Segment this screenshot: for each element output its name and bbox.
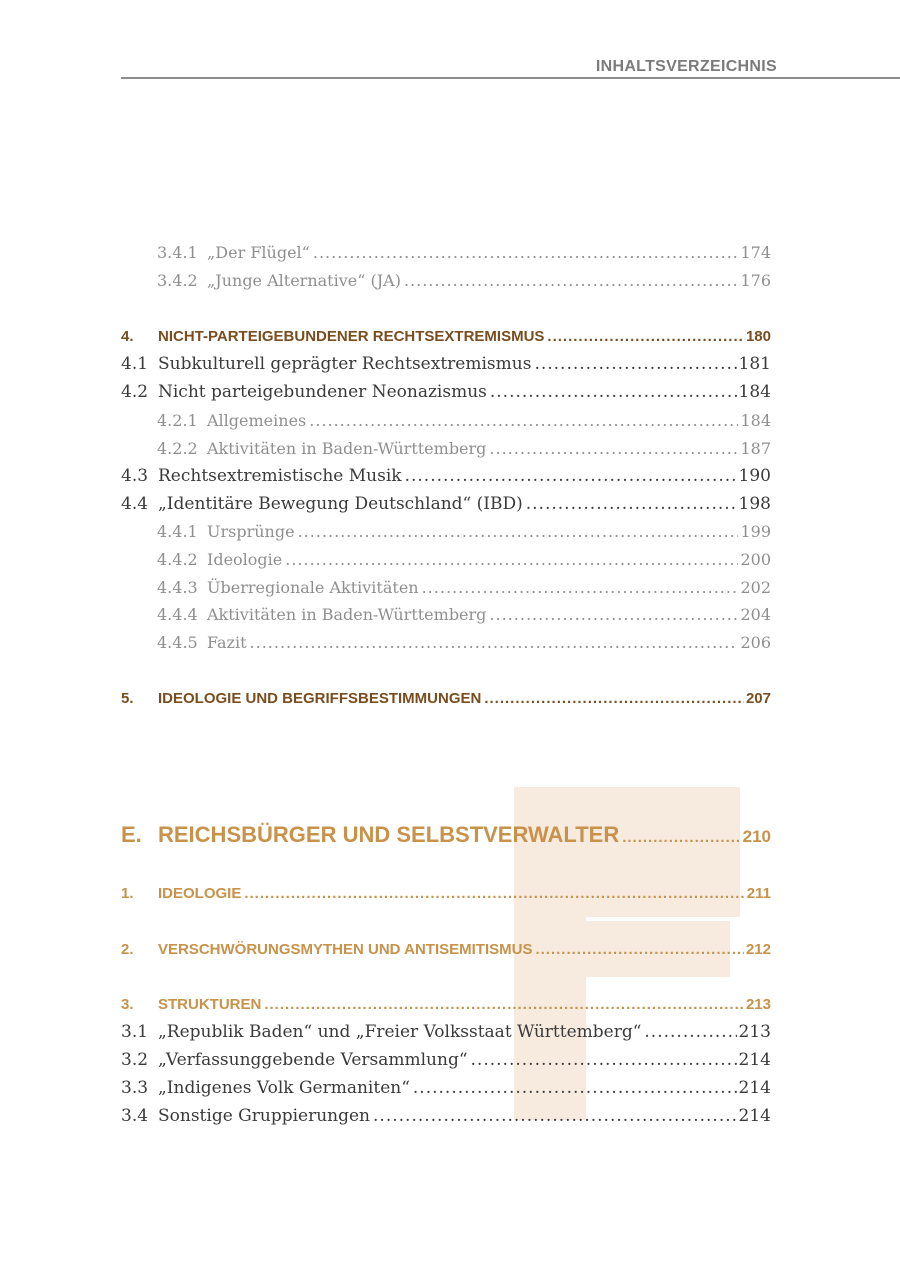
toc-entry-4-4[interactable]	[121, 494, 771, 514]
toc-title: Aktivitäten in Baden-Württemberg	[207, 439, 487, 458]
toc-title: Überregionale Aktivitäten	[207, 578, 419, 597]
toc-page: 214	[738, 1106, 771, 1126]
toc-page: 184	[740, 411, 771, 430]
toc-leader	[405, 466, 737, 486]
toc-leader	[535, 941, 744, 958]
toc-number: 3.4.1	[157, 243, 198, 262]
toc-number: 3.2	[121, 1050, 149, 1070]
toc-page: 211	[746, 885, 771, 902]
toc-leader	[534, 354, 736, 374]
toc-leader	[313, 243, 739, 262]
toc-entry-e-1[interactable]	[121, 885, 771, 902]
toc-page: 213	[745, 996, 771, 1013]
toc-number: 4.4.1	[157, 522, 198, 541]
toc-page: 210	[742, 827, 771, 846]
page-header-label: INHALTSVERZEICHNIS	[595, 58, 777, 75]
toc-number: 1.	[121, 885, 134, 902]
toc-leader	[484, 690, 744, 707]
toc-number: 3.1	[121, 1022, 149, 1042]
toc-number: E.	[121, 822, 142, 847]
toc-entry-4[interactable]	[121, 328, 771, 345]
toc-leader	[250, 633, 739, 652]
toc-title: „Identitäre Bewegung Deutschland“ (IBD)	[158, 494, 523, 514]
toc-page: 184	[738, 382, 771, 402]
toc-number: 3.	[121, 996, 134, 1013]
toc-leader	[285, 550, 738, 569]
toc-entry-e-3-4[interactable]	[121, 1106, 771, 1126]
toc-number: 5.	[121, 690, 134, 707]
toc-page: 207	[745, 690, 771, 707]
toc-title: Ursprünge	[207, 522, 295, 541]
toc-title: Rechtsextremistische Musik	[158, 466, 402, 486]
toc-number: 3.4.2	[157, 271, 198, 290]
toc-page: 200	[740, 550, 771, 569]
toc-entry-3-4-2[interactable]	[121, 271, 771, 290]
toc-entry-4-3[interactable]	[121, 466, 771, 486]
toc-page: 199	[740, 522, 771, 541]
toc-page: 181	[738, 354, 771, 374]
toc-chapter-e[interactable]	[121, 822, 771, 848]
toc-leader	[489, 439, 738, 458]
toc-entry-3-4-1[interactable]	[121, 243, 771, 262]
toc-title: „Indigenes Volk Germaniten“	[158, 1078, 410, 1098]
toc-entry-4-4-4[interactable]	[121, 605, 771, 624]
toc-page: 212	[745, 941, 771, 958]
toc-number: 4.	[121, 328, 134, 345]
toc-page: 180	[745, 328, 771, 345]
toc-leader	[413, 1078, 737, 1098]
toc-leader	[526, 494, 737, 514]
header-rule	[121, 77, 900, 79]
toc-title: Nicht parteigebundener Neonazismus	[158, 382, 487, 402]
toc-title: Sonstige Gruppierungen	[158, 1106, 371, 1126]
toc-number: 3.4	[121, 1106, 149, 1126]
toc-entry-5[interactable]	[121, 690, 771, 707]
toc-number: 4.4.2	[157, 550, 198, 569]
toc-leader	[489, 605, 738, 624]
toc-title: Aktivitäten in Baden-Württemberg	[207, 605, 487, 624]
toc-number: 2.	[121, 941, 134, 958]
toc-number: 4.2.1	[157, 411, 198, 430]
toc-entry-4-4-3[interactable]	[121, 578, 771, 597]
toc-title: Subkulturell geprägter Rechtsextremismus	[158, 354, 532, 374]
toc-entry-e-2[interactable]	[121, 941, 771, 958]
toc-page: 176	[740, 271, 771, 290]
toc-page: 206	[740, 633, 771, 652]
toc-leader	[644, 1022, 736, 1042]
toc-leader	[471, 1050, 737, 1070]
toc-title: VERSCHWÖRUNGSMYTHEN UND ANTISEMITISMUS	[158, 941, 533, 958]
toc-entry-e-3-2[interactable]	[121, 1050, 771, 1070]
toc-title: Fazit	[207, 633, 247, 652]
toc-title: REICHSBÜRGER UND SELBSTVERWALTER	[158, 822, 620, 847]
toc-leader	[622, 829, 740, 846]
toc-number: 4.4	[121, 494, 149, 514]
toc-page: 187	[740, 439, 771, 458]
toc-entry-e-3[interactable]	[121, 996, 771, 1013]
toc-title: „Republik Baden“ und „Freier Volksstaat Württemberg“	[158, 1022, 642, 1042]
toc-number: 4.2	[121, 382, 149, 402]
toc-number: 4.2.2	[157, 439, 198, 458]
toc-title: „Verfassunggebende Versammlung“	[158, 1050, 468, 1070]
toc-page: 198	[738, 494, 771, 514]
toc-title: Allgemeines	[207, 411, 307, 430]
toc-entry-4-1[interactable]	[121, 354, 771, 374]
toc-leader	[422, 578, 739, 597]
toc-page: 213	[738, 1022, 771, 1042]
toc-entry-e-3-1[interactable]	[121, 1022, 771, 1042]
toc-title: IDEOLOGIE UND BEGRIFFSBESTIMMUNGEN	[158, 690, 482, 707]
toc-page: 202	[740, 578, 771, 597]
toc-entry-4-2[interactable]	[121, 382, 771, 402]
toc-entry-4-2-2[interactable]	[121, 439, 771, 458]
toc-number: 4.1	[121, 354, 149, 374]
toc-leader	[373, 1106, 737, 1126]
toc-entry-4-4-5[interactable]	[121, 633, 771, 652]
toc-entry-e-3-3[interactable]	[121, 1078, 771, 1098]
toc-page: 190	[738, 466, 771, 486]
toc-page: 174	[740, 243, 771, 262]
toc-page: 214	[738, 1050, 771, 1070]
toc-entry-4-4-2[interactable]	[121, 550, 771, 569]
toc-number: 4.4.3	[157, 578, 198, 597]
toc-title: „Der Flügel“	[207, 243, 310, 262]
toc-number: 4.3	[121, 466, 149, 486]
toc-leader	[404, 271, 739, 290]
toc-leader	[490, 382, 737, 402]
toc-title: „Junge Alternative“ (JA)	[207, 271, 401, 290]
toc-leader	[244, 885, 744, 902]
toc-entry-4-2-1[interactable]	[121, 411, 771, 430]
toc-number: 3.3	[121, 1078, 149, 1098]
toc-entry-4-4-1[interactable]	[121, 522, 771, 541]
toc-title: NICHT-PARTEIGEBUNDENER RECHTSEXTREMISMUS	[158, 328, 545, 345]
toc-number: 4.4.5	[157, 633, 198, 652]
toc-title: STRUKTUREN	[158, 996, 262, 1013]
toc-leader	[264, 996, 744, 1013]
toc-page: 204	[740, 605, 771, 624]
toc-leader	[298, 522, 739, 541]
toc-leader	[309, 411, 738, 430]
toc-title: Ideologie	[207, 550, 283, 569]
toc-number: 4.4.4	[157, 605, 198, 624]
toc-page: 214	[738, 1078, 771, 1098]
toc-title: IDEOLOGIE	[158, 885, 242, 902]
toc-leader	[547, 328, 744, 345]
